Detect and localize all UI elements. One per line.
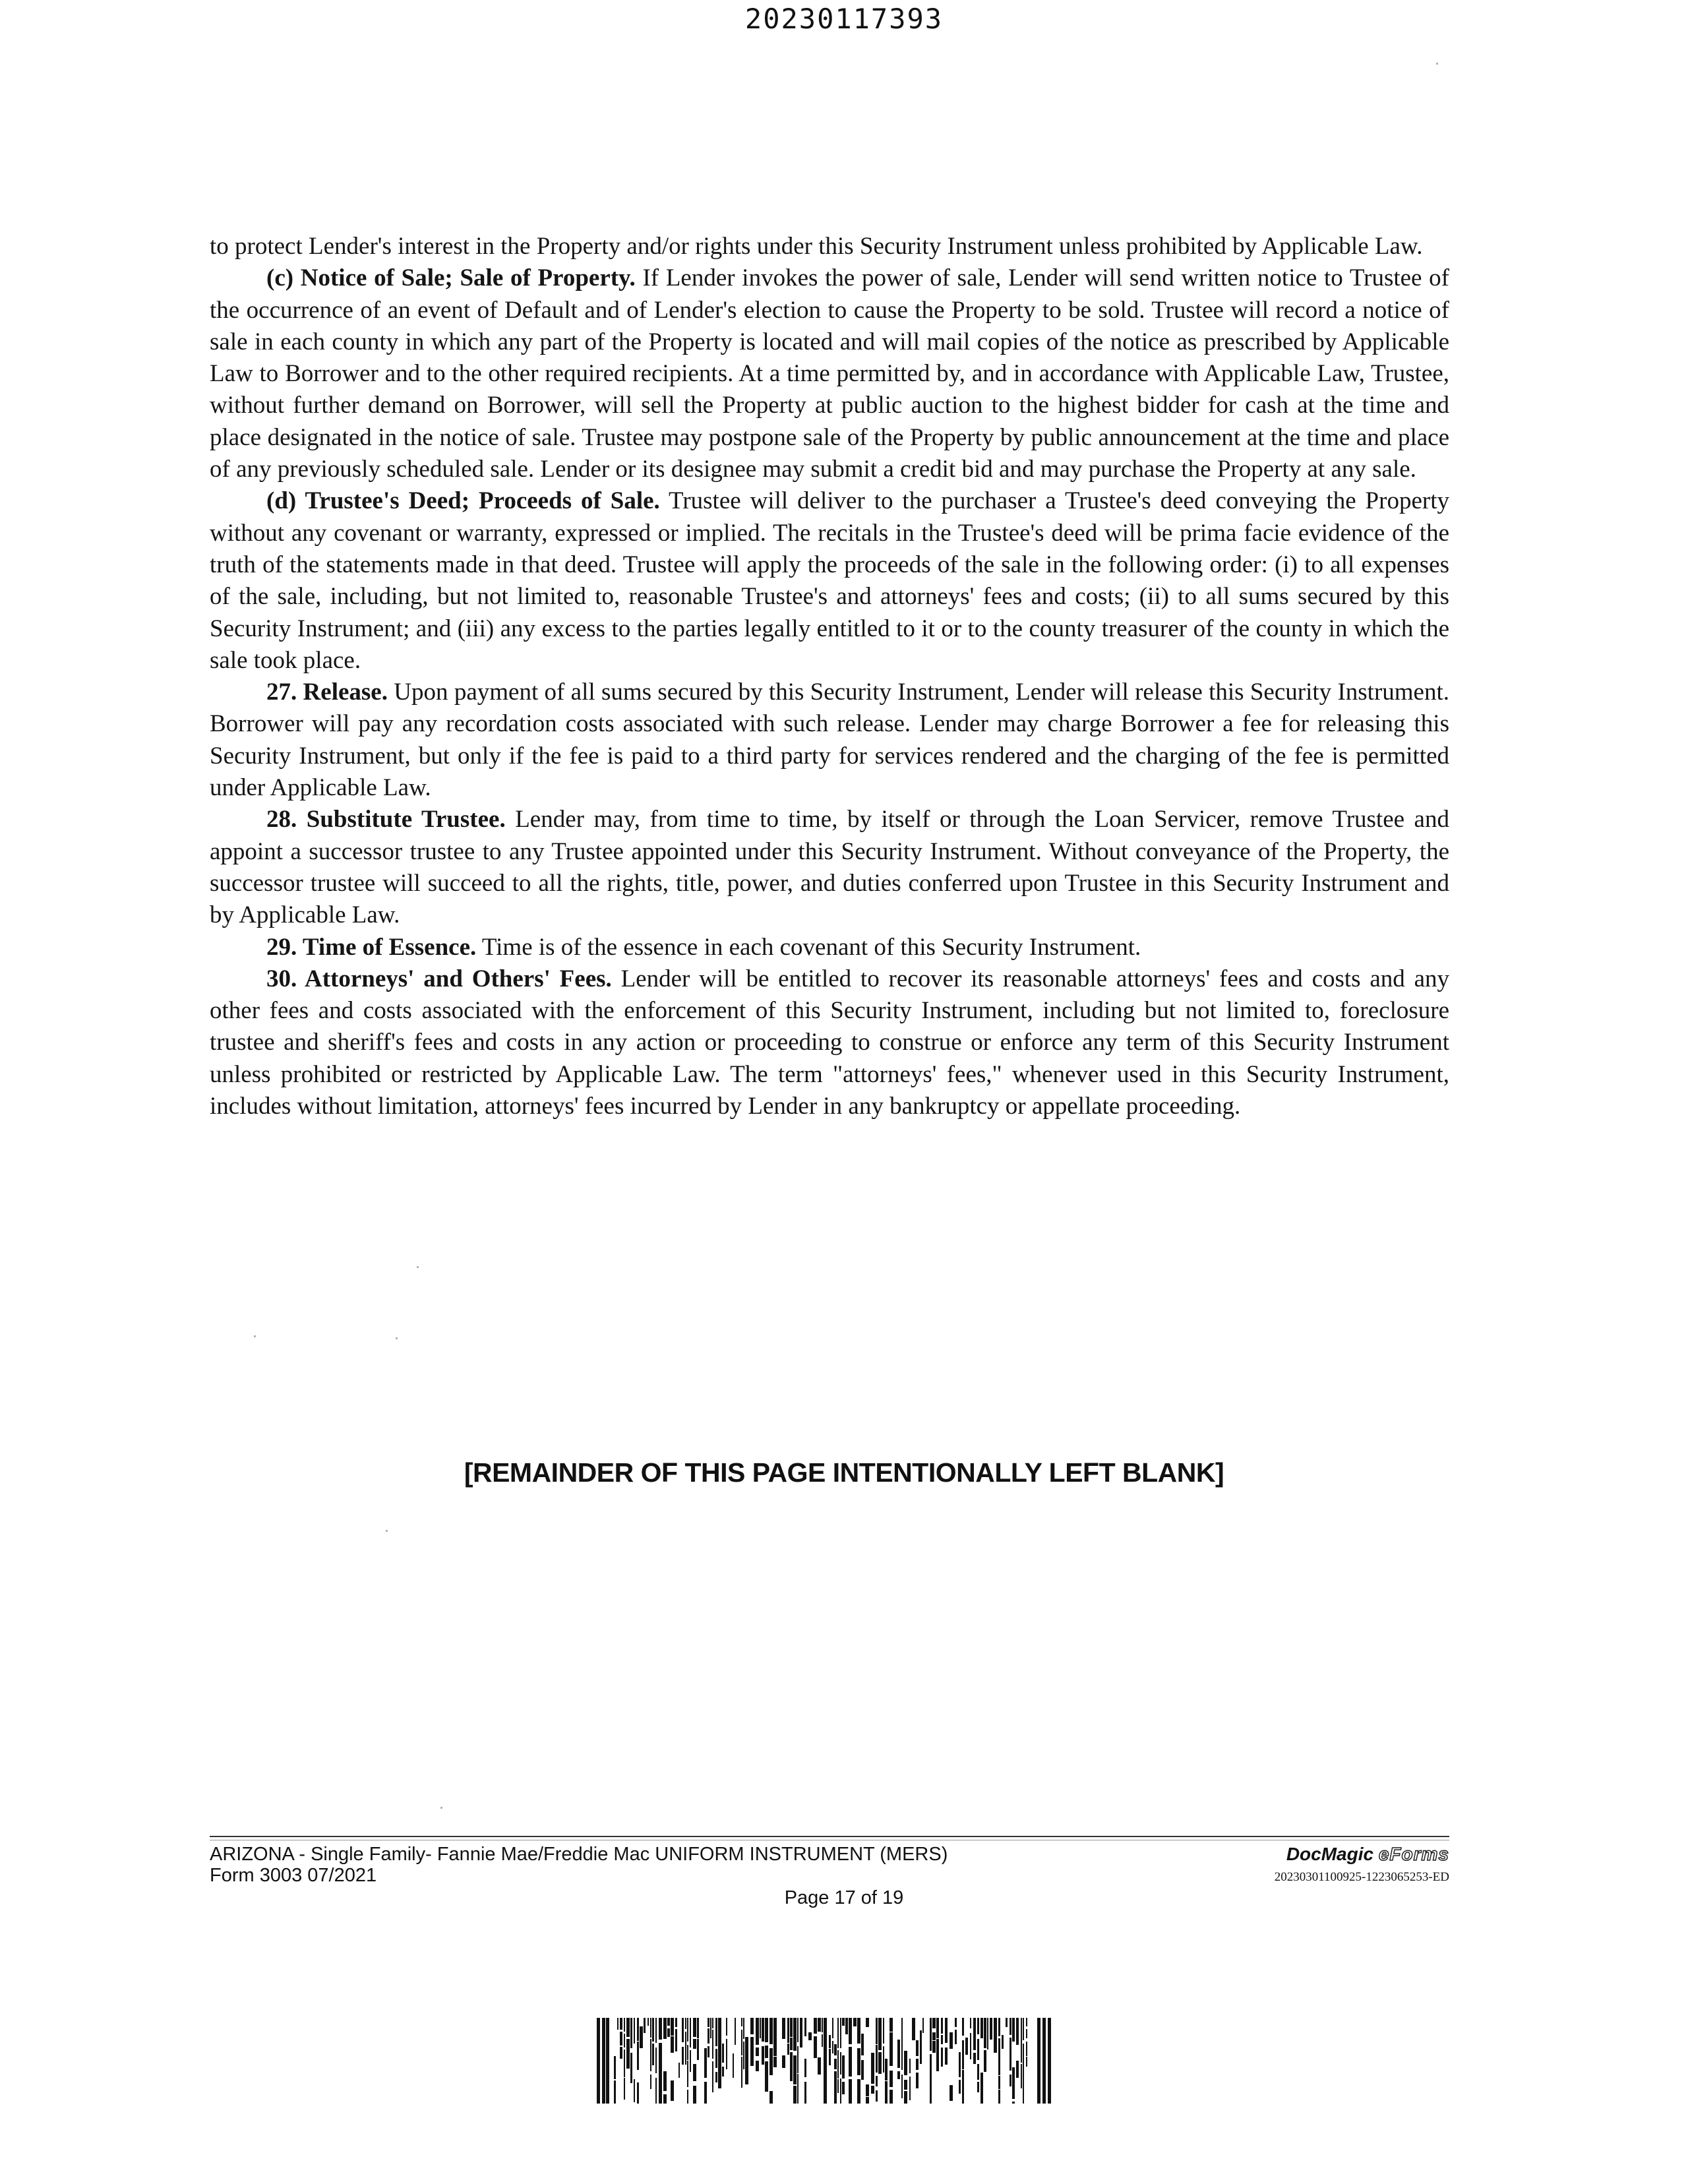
section-text: If Lender invokes the power of sale, Lender will send written notice to Trustee of the occurrence of an event of Default and of Lender's election to cause the Property to be sold. Trustee will record a notice of sale in each county in which any part of the Property is located and will mail copies of the notice as prescribed by Applicable Law to Borrower and to the other required recipients. At a time permitted by, and in accordance with Applicable Law, Trustee, without further demand on Borrower, will sell the Property at public auction to the highest bidder for cash at the time and place designated in the notice of sale. Trustee may postpone sale of the Property by public announcement at the time and place of any previously scheduled sale. Lender or its designee may submit a credit bid and may purchase the Property at any sale.: [210, 264, 1449, 483]
recording-number: 20230117393: [744, 3, 944, 35]
footer-form-info: [210, 1844, 1199, 1886]
scan-speck: [440, 1807, 442, 1809]
form-title: ARIZONA - Single Family- Fannie Mae/Freddie Mac UNIFORM INSTRUMENT (MERS): [210, 1844, 948, 1865]
brand-name: DocMagic: [1286, 1844, 1374, 1864]
barcode-image: [597, 2018, 1052, 2104]
section-text: Lender may, from time to time, by itself or through the Loan Servicer, remove Trustee and appoint a successor trustee to any Trustee appointed under this Security Instrument. Without conveyance of the Property, the successor trustee will succeed to all the rights, title, power, and duties conferred upon Trustee in this Security Instrument and by Applicable Law.: [210, 806, 1449, 929]
section-heading: (c) Notice of Sale; Sale of Property.: [266, 264, 636, 292]
section-text: Trustee will deliver to the purchaser a Trustee's deed conveying the Property without any covenant or warranty, expressed or implied. The recitals in the Trustee's deed will be prima facie evidence of the truth of the statements made in that deed. Trustee will apply the proceeds of the sale in the following order: (i) to all expenses of the sale, including, but not limited to, reasonable Trustee's and attorneys' fees and costs; (ii) to all sums secured by this Security Instrument; and (iii) any excess to the parties legally entitled to it or to the county treasurer of the county in which the sale took place.: [210, 487, 1449, 674]
document-id: 20230301100925-1223065253-ED: [1274, 1870, 1449, 1884]
section-release: [210, 677, 1449, 804]
footer-brand: [1275, 1844, 1449, 1885]
section-heading: 28. Substitute Trustee.: [266, 806, 506, 834]
footer-divider: [210, 1836, 1449, 1837]
section-notice-of-sale: [210, 262, 1449, 485]
section-heading: 30. Attorneys' and Others' Fees.: [266, 965, 612, 992]
scan-speck: [386, 1530, 388, 1532]
form-number: Form 3003 07/2021: [210, 1865, 377, 1886]
paragraph-continuation: to protect Lender's interest in the Property and/or rights under this Security Instrument unless prohibited by Applicable Law.: [210, 233, 1423, 260]
section-substitute-trustee: [210, 804, 1449, 931]
section-heading: 27. Release.: [266, 679, 388, 706]
section-text: Upon payment of all sums secured by this Security Instrument, Lender will release this Security Instrument. Borrower will pay any recordation costs associated with such release. Lender may charge Borrower a fee for releasing this Security Instrument, but only if the fee is paid to a third party for services rendered and the charging of the fee is permitted under Applicable Law.: [210, 679, 1450, 802]
page-number: Page 17 of 19: [784, 1887, 904, 1908]
brand-mark: eForms: [1378, 1844, 1449, 1864]
scan-speck: [1436, 63, 1438, 65]
document-body: [210, 231, 1449, 1122]
section-attorneys-fees: [210, 963, 1449, 1122]
section-trustees-deed: [210, 485, 1449, 677]
scan-speck: [417, 1266, 419, 1268]
scan-speck: [396, 1337, 398, 1339]
docmagic-logo: [1275, 1844, 1449, 1865]
remainder-blank-notice: [REMAINDER OF THIS PAGE INTENTIONALLY LEFT BLANK]: [464, 1457, 1224, 1488]
section-heading: (d) Trustee's Deed; Proceeds of Sale.: [266, 487, 660, 515]
section-heading: 29. Time of Essence.: [266, 933, 477, 961]
section-text: Lender will be entitled to recover its reasonable attorneys' fees and costs and any other fees and costs associated with the enforcement of this Security Instrument, including but not limited to, foreclosure trustee and sheriff's fees and costs in any action or proceeding to construe or enforce any term of this Security Instrument unless prohibited or restricted by Applicable Law. The term "attorneys' fees," whenever used in this Security Instrument, includes without limitation, attorneys' fees incurred by Lender in any bankruptcy or appellate proceeding.: [210, 965, 1449, 1120]
scan-speck: [254, 1335, 256, 1337]
section-time-of-essence: [210, 932, 1449, 963]
section-text: Time is of the essence in each covenant of this Security Instrument.: [476, 933, 1141, 961]
